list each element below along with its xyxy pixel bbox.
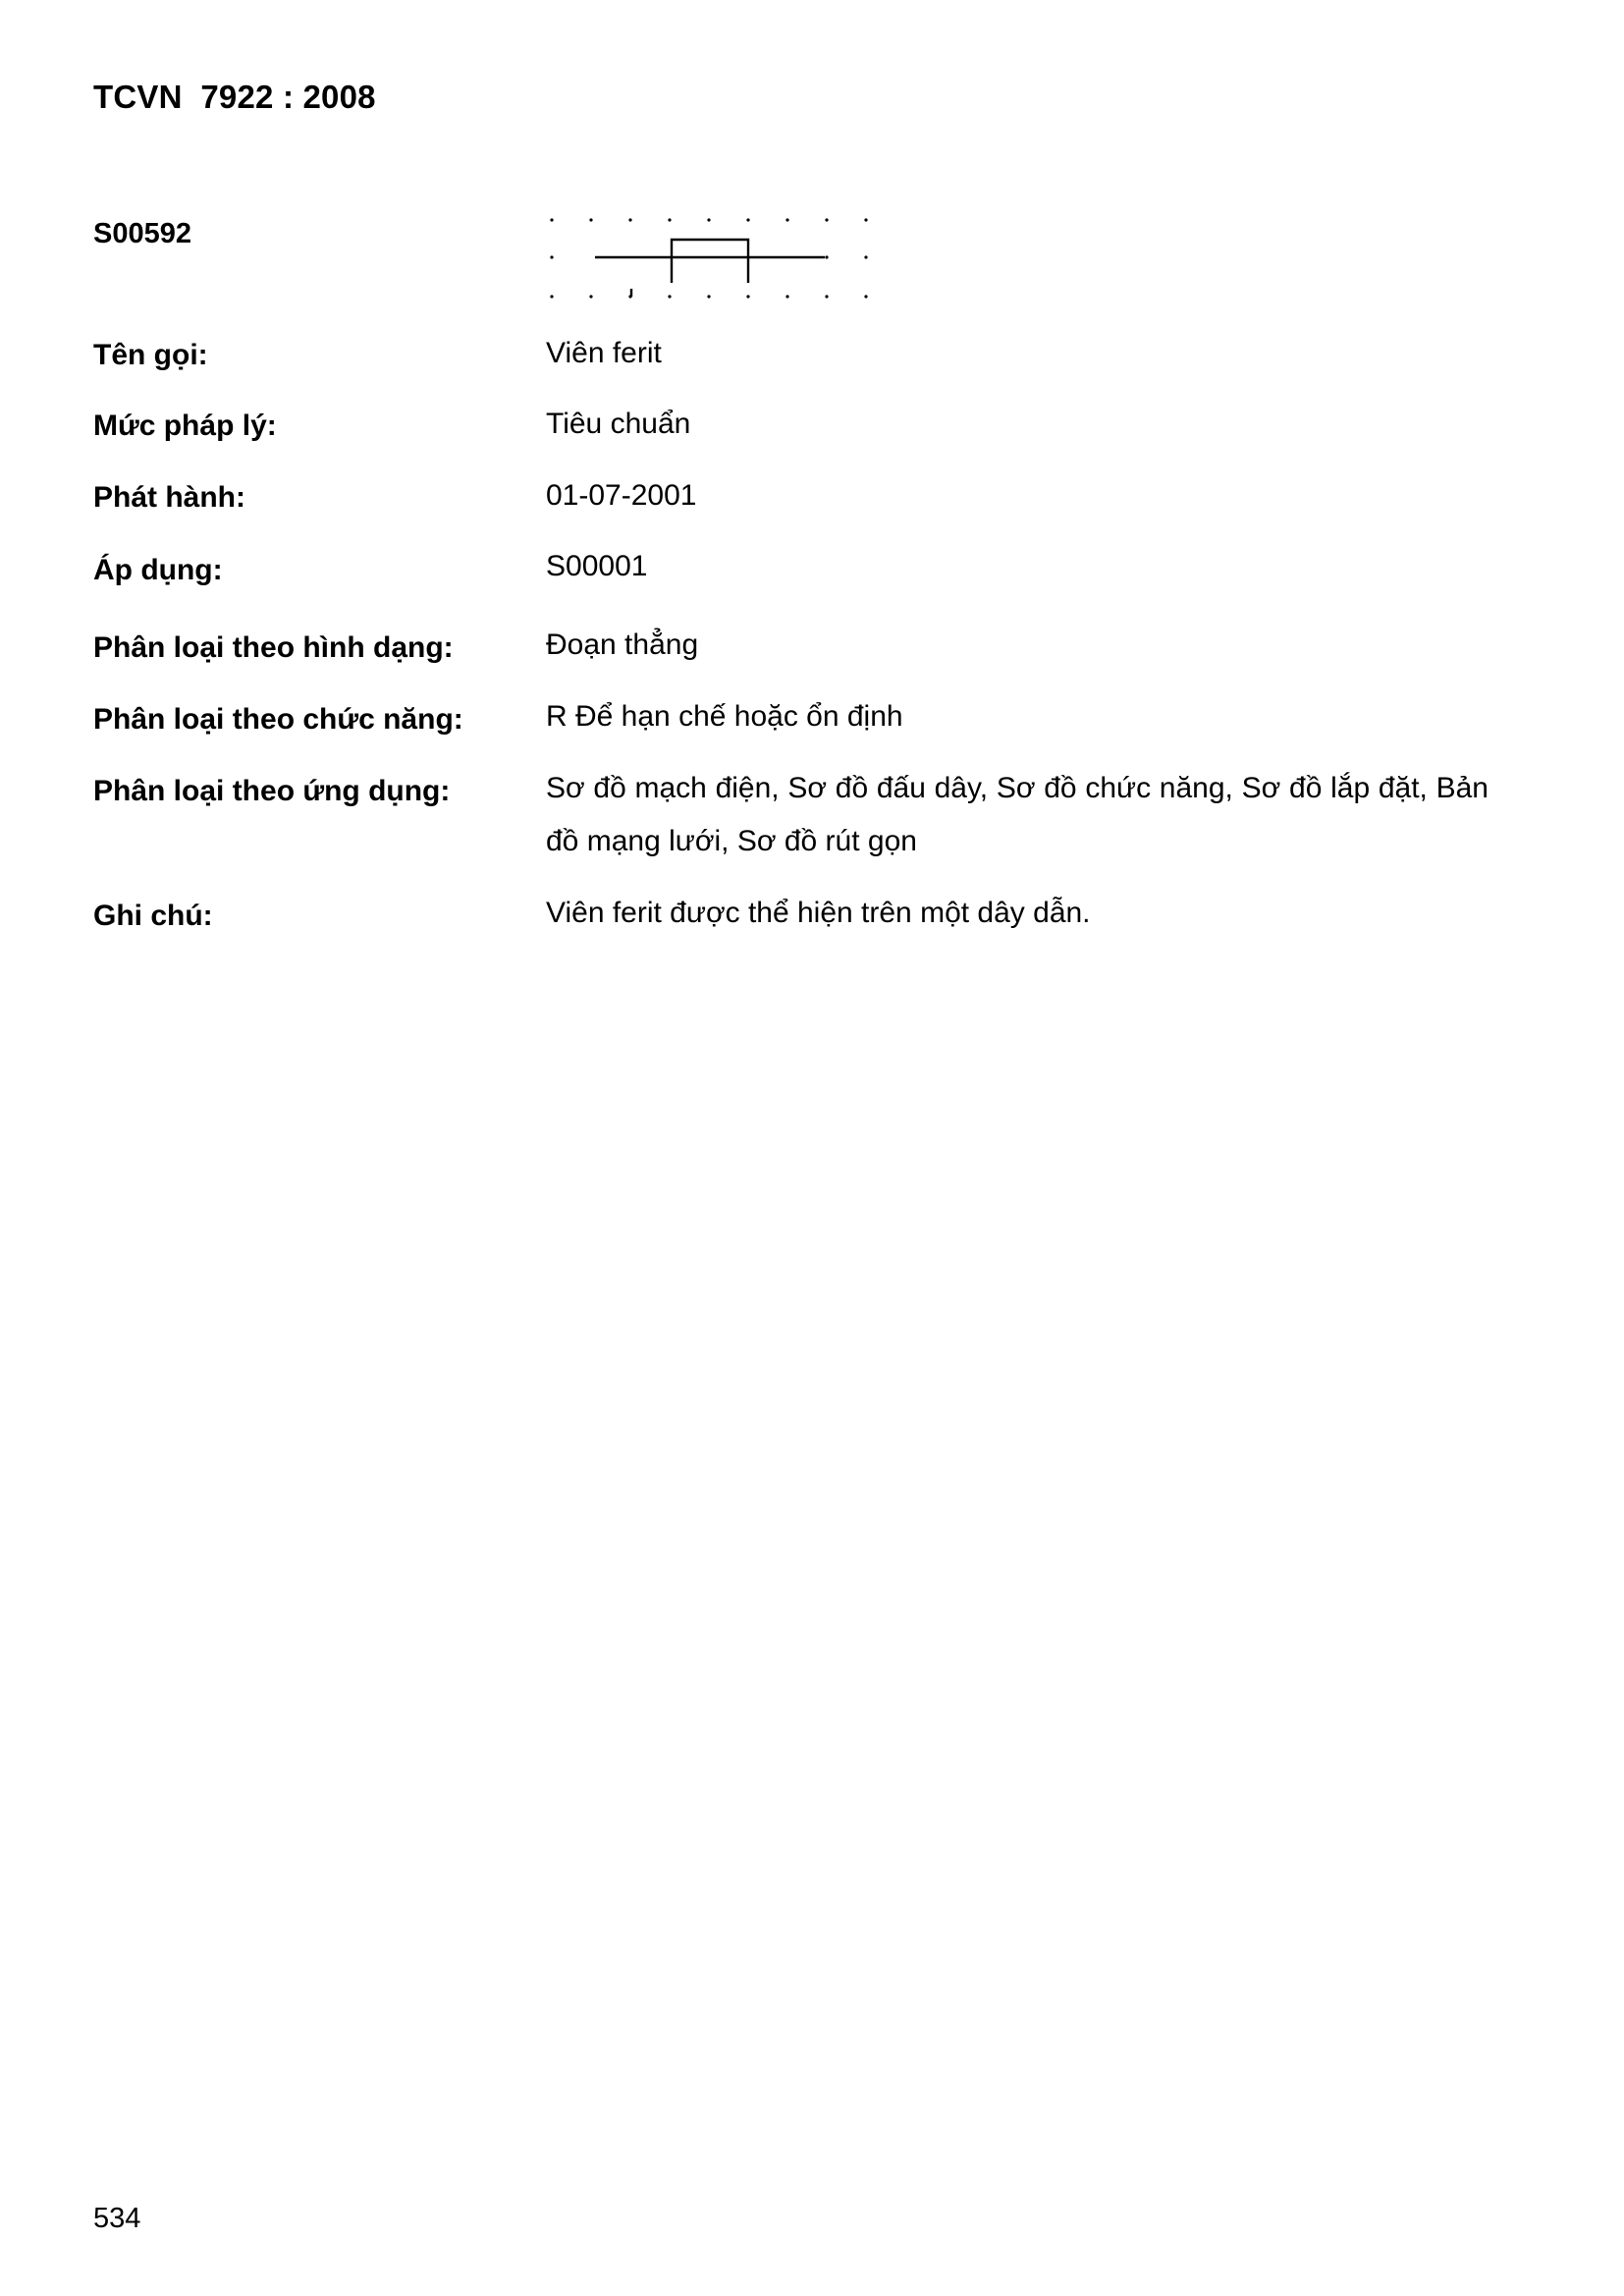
legal-level-value: Tiêu chuẩn <box>546 408 691 440</box>
applies-label: Áp dụng: <box>93 554 223 586</box>
issued-value: 01-07-2001 <box>546 479 697 512</box>
applies-value: S00001 <box>546 550 648 582</box>
shape-class-value: Đoạn thẳng <box>546 629 699 661</box>
issued-label: Phát hành: <box>93 481 245 514</box>
function-class-label: Phân loại theo chức năng: <box>93 703 463 736</box>
name-value: Viên ferit <box>546 337 662 369</box>
name-label: Tên gọi: <box>93 339 208 371</box>
application-class-value: Sơ đồ mạch điện, Sơ đồ đấu dây, Sơ đồ chức năng, Sơ đồ lắp đặt, Bản đồ mạng lưới, Sơ đồ rút gọn <box>546 772 1489 857</box>
ferrite-bead-symbol-icon <box>540 206 884 304</box>
ferrite-symbol-lines <box>595 240 825 297</box>
shape-class-label: Phân loại theo hình dạng: <box>93 631 454 664</box>
standard-title: TCVN 7922 : 2008 <box>93 79 376 115</box>
symbol-code: S00592 <box>93 218 191 249</box>
legal-level-label: Mức pháp lý: <box>93 410 277 442</box>
application-class-label: Phân loại theo ứng dụng: <box>93 775 451 807</box>
note-label: Ghi chú: <box>93 900 213 932</box>
function-class-value: R Để hạn chế hoặc ổn định <box>546 700 903 733</box>
page-number: 534 <box>93 2203 141 2234</box>
note-value: Viên ferit được thể hiện trên một dây dẫn. <box>546 897 1091 929</box>
